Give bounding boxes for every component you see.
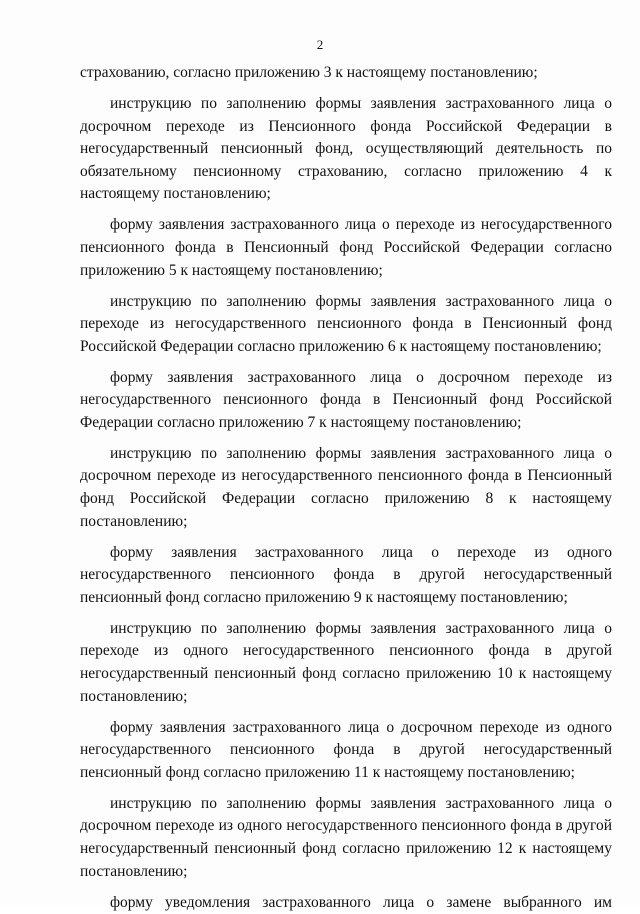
paragraph-10: инструкцию по заполнению формы заявления застрахованного лица о досрочном переходе из одного негосударственного пенсионного фонда в другой негосударственный пенсионный фонд согласно приложению 12 к настоящему постановлению; xyxy=(80,793,612,883)
paragraph-1: страхованию, согласно приложению 3 к настоящему постановлению; xyxy=(80,62,612,85)
page-number: 2 xyxy=(0,37,640,53)
document-body xyxy=(80,62,612,914)
paragraph-9: форму заявления застрахованного лица о досрочном переходе из одного негосударственного пенсионного фонда в другой негосударственный пенсионный фонд согласно приложению 11 к настоящему постановлению; xyxy=(80,717,612,785)
paragraph-3: форму заявления застрахованного лица о переходе из негосударственного пенсионного фонда в Пенсионный фонд Российской Федерации согласно приложению 5 к настоящему постановлению; xyxy=(80,214,612,282)
paragraph-4: инструкцию по заполнению формы заявления застрахованного лица о переходе из негосударственного пенсионного фонда в Пенсионный фонд Российской Федерации согласно приложению 6 к настоящему постановлению; xyxy=(80,291,612,359)
paragraph-8: инструкцию по заполнению формы заявления застрахованного лица о переходе из одного негосударственного пенсионного фонда в другой негосударственный пенсионный фонд согласно приложению 10 к настоящему постановлению; xyxy=(80,618,612,708)
paragraph-5: форму заявления застрахованного лица о досрочном переходе из негосударственного пенсионного фонда в Пенсионный фонд Российской Федерации согласно приложению 7 к настоящему постановлению; xyxy=(80,367,612,435)
paragraph-6: инструкцию по заполнению формы заявления застрахованного лица о досрочном переходе из негосударственного пенсионного фонда в Пенсионный фонд Российской Федерации согласно приложению 8 к настоящему постановлению; xyxy=(80,443,612,533)
paragraph-7: форму заявления застрахованного лица о переходе из одного негосударственного пенсионного фонда в другой негосударственный пенсионный фонд согласно приложению 9 к настоящему постановлению; xyxy=(80,542,612,610)
paragraph-11: форму уведомления застрахованного лица о замене выбранного им xyxy=(80,892,612,914)
paragraph-2: инструкцию по заполнению формы заявления застрахованного лица о досрочном переходе из Пенсионного фонда Российской Федерации в негосударственный пенсионный фонд, осуществляющий деятельность по обязательному пенсионному страхованию, согласно приложению 4 к настоящему постановлению; xyxy=(80,93,612,206)
